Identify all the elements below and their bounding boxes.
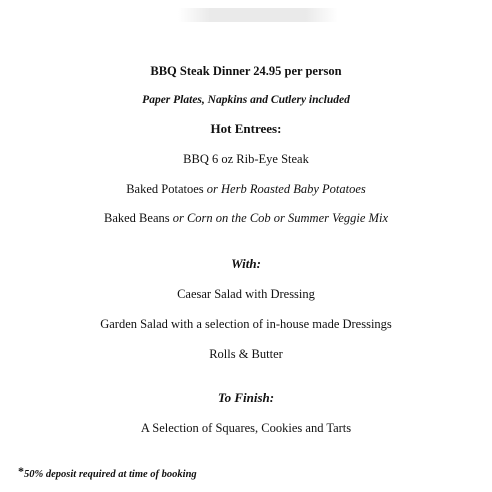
faded-header-bar — [178, 8, 338, 22]
beans-alternative: or Corn on the Cob or Summer Veggie Mix — [172, 211, 388, 225]
potatoes-alternative: or Herb Roasted Baby Potatoes — [206, 182, 366, 196]
included-note: Paper Plates, Napkins and Cutlery included — [142, 94, 350, 106]
potatoes-main: Baked Potatoes — [126, 182, 207, 196]
faded-header-logo — [170, 4, 345, 26]
beans-main: Baked Beans — [104, 211, 173, 225]
footnote-star: * — [18, 464, 24, 478]
finish-heading: To Finish: — [217, 390, 275, 405]
with-heading: With: — [231, 256, 261, 271]
deposit-footnote — [18, 466, 197, 481]
side-rolls: Rolls & Butter — [209, 347, 283, 361]
entree-potatoes — [0, 181, 492, 197]
hot-entrees-heading: Hot Entrees: — [210, 121, 282, 136]
menu-title: BBQ Steak Dinner 24.95 per person — [150, 64, 342, 78]
footnote-text: 50% deposit required at time of booking — [24, 469, 197, 480]
dessert-selection: A Selection of Squares, Cookies and Tarts — [140, 421, 352, 435]
side-caesar: Caesar Salad with Dressing — [177, 287, 315, 301]
entree-beans — [0, 210, 492, 226]
entree-steak: BBQ 6 oz Rib-Eye Steak — [183, 152, 309, 166]
side-garden: Garden Salad with a selection of in-house made Dressings — [100, 317, 392, 331]
